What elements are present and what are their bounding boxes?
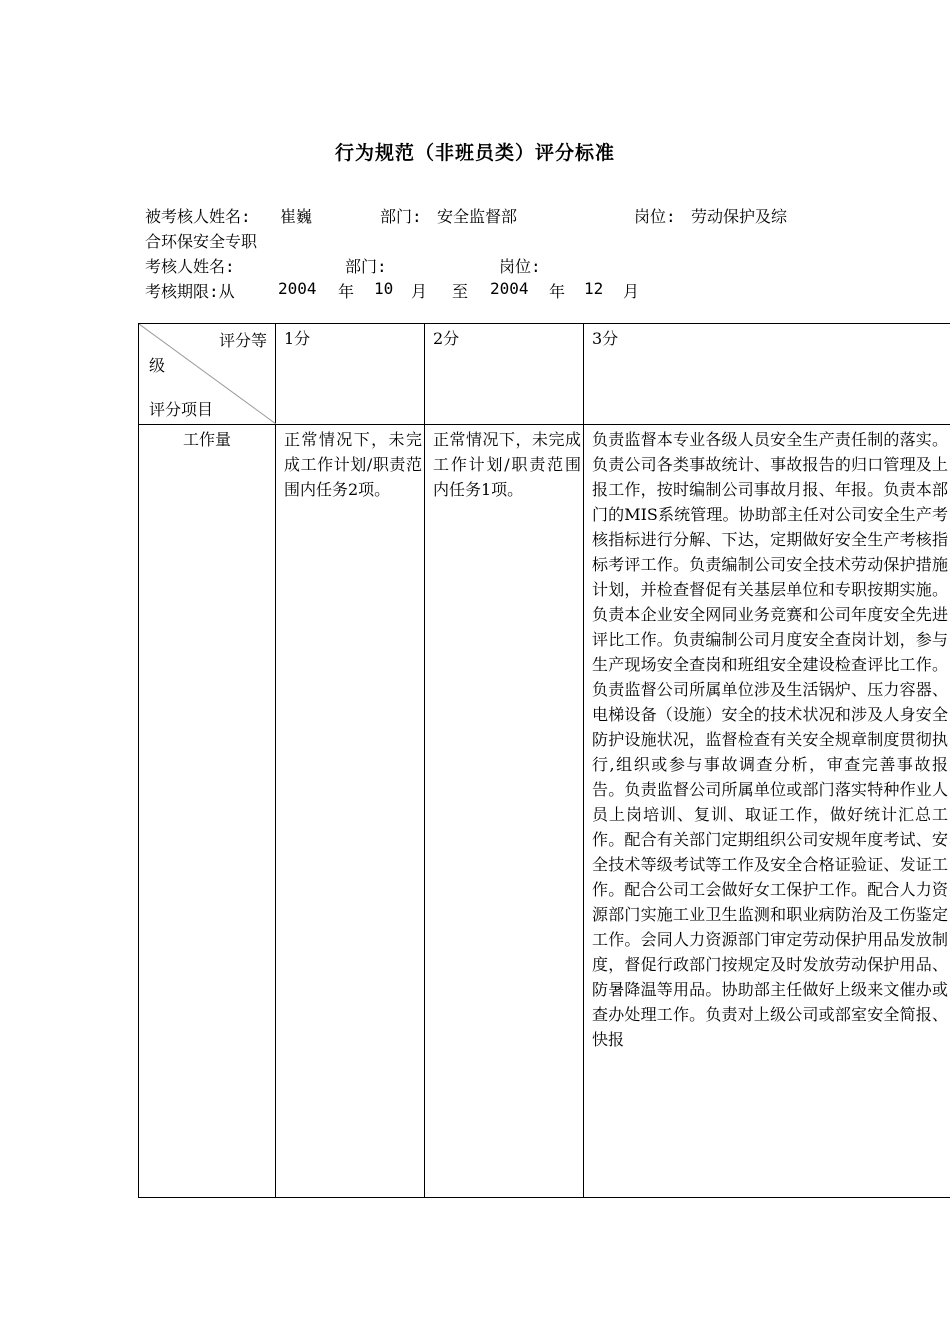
- post-value-line1: 劳动保护及综: [691, 207, 788, 226]
- examinee-label: 被考核人姓名:: [145, 207, 251, 226]
- examiner-label: 考核人姓名:: [145, 257, 235, 276]
- table-header-row: [139, 324, 950, 425]
- scoring-table: [138, 323, 950, 1198]
- document-title: 行为规范（非班员类）评分标准: [334, 142, 615, 164]
- row-score-3-text: 负责监督本专业各级人员安全生产责任制的落实。负责公司各类事故统计、事故报告的归口管理及上报工作，按时编制公司事故月报、年报。负责本部门的MIS系统管理。协助部主任对公司安全生产考核指标进行分解、下达，定期做好安全生产考核指标考评工作。负责编制公司安全技术劳动保护措施计划，并检查督促有关基层单位和专职按期实施。负责本企业安全网同业务竞赛和公司年度安全先进评比工作。负责编制公司月度安全查岗计划，参与生产现场安全查岗和班组安全建设检查评比工作。负责监督公司所属单位涉及生活锅炉、压力容器、电梯设备（设施）安全的技术状况和涉及人身安全防护设施状况，监督检查有关安全规章制度贯彻执行,组织或参与事故调查分析，审查完善事故报告。负责监督公司所属单位或部门落实特种作业人员上岗培训、复训、取证工作，做好统计汇总工作。配合有关部门定期组织公司安规年度考试、安全技术等级考试等工作及安全合格证验证、发证工作。配合公司工会做好女工保护工作。配合人力资源部门实施工业卫生监测和职业病防治及工伤鉴定工作。会同人力资源部门审定劳动保护用品发放制度，督促行政部门按规定及时发放劳动保护用品、防暑降温等用品。协助部主任做好上级来文催办或查办处理工作。负责对上级公司或部室安全简报、快报: [592, 430, 948, 1049]
- diagonal-header-cell: [139, 324, 276, 425]
- row-item: 工作量: [139, 425, 276, 1198]
- row-score-1: 正常情况下，未完成工作计划/职责范围内任务2项。: [276, 425, 425, 1198]
- dept-value: 安全监督部: [437, 207, 518, 226]
- year-char-1: 年: [338, 282, 355, 301]
- year-from: 2004: [278, 279, 317, 298]
- dept2-label: 部门:: [345, 257, 387, 276]
- post-value-line2: 合环保安全专职: [145, 232, 258, 251]
- period-label: 考核期限:从: [145, 282, 235, 301]
- item-label: 评分项目: [149, 400, 214, 419]
- grade-label: 评分等: [218, 331, 267, 350]
- post-label: 岗位:: [634, 207, 676, 226]
- dept-label: 部门:: [380, 207, 422, 226]
- to-char: 至: [452, 282, 469, 301]
- header-col-2: 2分: [425, 324, 584, 425]
- grade-label-2: 级: [149, 356, 166, 375]
- year-to: 2004: [490, 279, 529, 298]
- year-char-2: 年: [549, 282, 566, 301]
- examinee-name: 崔巍: [280, 207, 313, 226]
- month-from: 10: [374, 279, 394, 298]
- month-char-2: 月: [623, 282, 640, 301]
- month-to: 12: [584, 279, 604, 298]
- post2-label: 岗位:: [499, 257, 541, 276]
- header-col-3: 3分: [584, 324, 950, 425]
- header-col-1: 1分: [276, 324, 425, 425]
- row-score-3: [584, 425, 950, 1198]
- month-char-1: 月: [411, 282, 428, 301]
- row-score-2: 正常情况下，未完成工作计划/职责范围内任务1项。: [425, 425, 584, 1198]
- table-row: [139, 425, 950, 1198]
